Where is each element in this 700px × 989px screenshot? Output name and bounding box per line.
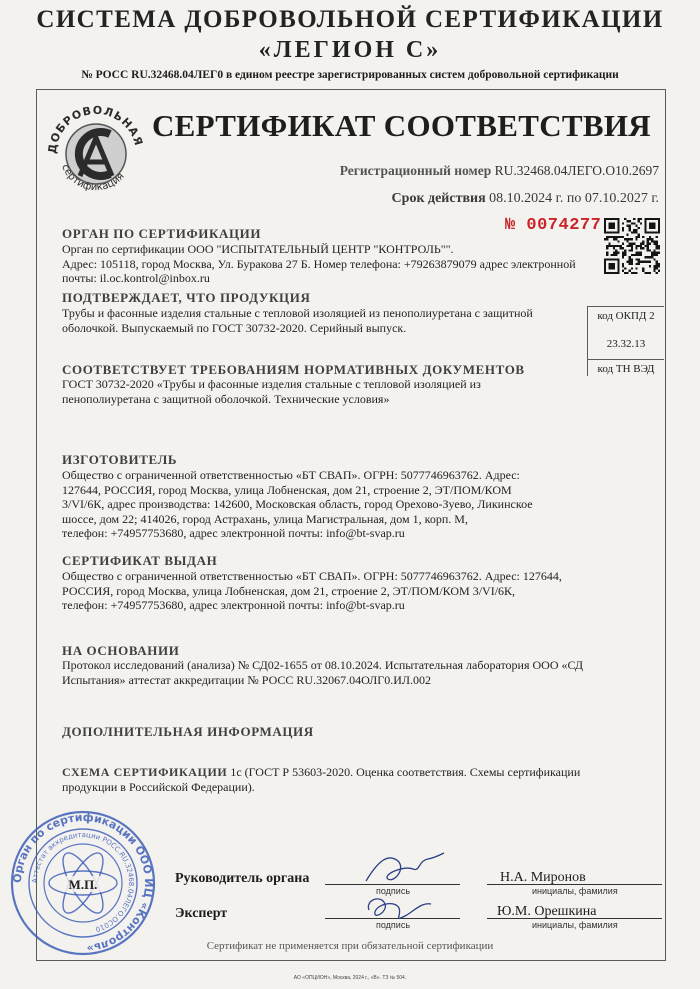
tnved-label: код ТН ВЭД (597, 363, 655, 375)
expert-signature-icon (355, 890, 445, 928)
codes-box (587, 306, 664, 376)
manufacturer-line: 127644, РОССИЯ, город Москва, улица Лобненская, дом 21, строение 2, ЭТ/ПОМ/КОМ (62, 482, 512, 497)
organ-heading: ОРГАН ПО СЕРТИФИКАЦИИ (62, 226, 262, 241)
manufacturer-line: Общество с ограниченной ответственностью «БТ СВАП». ОГРН: 5077746963762. Адрес: (62, 468, 520, 482)
validity-period (392, 190, 659, 207)
scheme-line1: 1с (ГОСТ Р 53603-2020. Оценка соответствия. Схемы сертификации (227, 765, 581, 779)
printer-imprint: АО «ОПЦИОН», Москва, 2024 г., «В». ТЗ № 504. (293, 975, 407, 981)
scheme-line2: продукции в Российской Федерации). (62, 780, 255, 794)
footer-note: Сертификат не применяется при обязательной сертификации (206, 940, 494, 952)
manufacturer-line: телефон: +74957753680, адрес электронной почты: info@bt-svap.ru (62, 526, 405, 540)
registration-label: Регистрационный номер (339, 163, 492, 178)
norms-heading: СООТВЕТСТВУЕТ ТРЕБОВАНИЯМ НОРМАТИВНЫХ ДОКУМЕНТОВ (62, 362, 525, 377)
expert-name: Ю.М. Орешкина (497, 904, 597, 919)
logo-ring-bottom-text: сертификация (59, 162, 127, 194)
stamp-inner-text: Аттестат аккредитации РОСС.RU.32468.04ЛЕГО.ОС010 (30, 830, 136, 934)
norms-text (62, 377, 582, 406)
okpd-label: код ОКПД 2 (597, 310, 655, 322)
head-name-caption: инициалы, фамилия (532, 886, 618, 896)
expert-label: Эксперт (175, 906, 228, 921)
additional-text (62, 765, 622, 795)
issued-line: РОССИЯ, город Москва, улица Лобненская, дом 21, строение 2, ЭТ/ПОМ/КОМ 3/VI/6К, (62, 583, 516, 598)
manufacturer-line: шоссе, дом 22; 414026, город Астрахань, улица Магистральная, дом 1, корп. М, (62, 511, 468, 526)
system-registry-number: № РОСС RU.32468.04ЛЕГ0 в едином реестре зарегистрированных систем добровольной сертификации (81, 69, 619, 81)
certificate-title: СЕРТИФИКАТ СООТВЕТСТВИЯ (152, 108, 651, 143)
head-signature-caption: подпись (376, 886, 411, 896)
manufacturer-line: 3/VI/6К, адрес производства: 142600, Московская область, город Орехово-Зуево, Ликинское (62, 497, 533, 511)
manufacturer-text (62, 468, 622, 541)
basis-line: Испытания» аттестат аккредитации № РОСС RU.32067.04ОЛГ0.ИЛ.002 (62, 672, 432, 687)
validity-value: 08.10.2024 г. по 07.10.2027 г. (489, 191, 659, 206)
stamp-ring-text: Орган по сертификации ООО ИЦ «Контроль» (10, 810, 156, 955)
norms-line: ГОСТ 30732-2020 «Трубы и фасонные изделия стальные с тепловой изоляцией из (62, 377, 481, 391)
stamp-center-mark: М.П. (68, 877, 98, 892)
certification-stamp (8, 808, 158, 958)
system-name: «ЛЕГИОН С» (258, 37, 442, 63)
validity-label: Срок действия (391, 191, 486, 206)
head-name: Н.А. Миронов (500, 870, 586, 885)
head-label: Руководитель органа (175, 871, 310, 886)
additional-heading: ДОПОЛНИТЕЛЬНАЯ ИНФОРМАЦИЯ (62, 724, 314, 739)
voluntary-certification-logo (40, 96, 152, 208)
scheme-label: СХЕМА СЕРТИФИКАЦИИ (62, 765, 228, 779)
issued-line: телефон: +74957753680, адрес электронной почты: info@bt-svap.ru (62, 598, 405, 612)
issued-text (62, 569, 622, 613)
basis-line: Протокол исследований (анализа) № СД02-1655 от 08.10.2024. Испытательная лаборатория ООО «СД (62, 658, 584, 672)
product-line: оболочкой. Выпускаемый по ГОСТ 30732-2020. Серийный выпуск. (62, 320, 407, 335)
organ-line: Орган по сертификации ООО "ИСПЫТАТЕЛЬНЫЙ ЦЕНТР "КОНТРОЛЬ"". (62, 242, 454, 256)
product-text (62, 306, 582, 335)
basis-text (62, 658, 642, 687)
expert-name-line (487, 918, 662, 919)
norms-line: пенополиуретана с защитной оболочкой. Технические условия» (62, 391, 390, 406)
expert-name-caption: инициалы, фамилия (532, 920, 618, 930)
issued-heading: СЕРТИФИКАТ ВЫДАН (62, 553, 218, 568)
basis-heading: НА ОСНОВАНИИ (62, 643, 180, 658)
manufacturer-heading: ИЗГОТОВИТЕЛЬ (62, 452, 178, 467)
organ-line: почты: il.oc.kontrol@inbox.ru (62, 271, 210, 285)
logo-ring-top-text: ДОБРОВОЛЬНАЯ (45, 103, 146, 155)
product-heading: ПОДТВЕРЖДАЕТ, ЧТО ПРОДУКЦИЯ (62, 290, 311, 305)
product-line: Трубы и фасонные изделия стальные с тепловой изоляцией из пенополиуретана с защитной (62, 306, 533, 320)
qr-code-icon (604, 218, 660, 274)
head-signature-icon (358, 851, 448, 891)
okpd-value: 23.32.13 (606, 338, 646, 350)
registration-number (340, 162, 659, 179)
organ-line: Адрес: 105118, город Москва, Ул. Буракова 27 Б. Номер телефона: +79263879079 адрес электронной (62, 256, 576, 271)
blank-number: № 0074277 (505, 216, 602, 235)
head-name-line (487, 884, 662, 885)
organ-text (62, 242, 592, 286)
registration-value: RU.32468.04ЛЕГО.О10.2697 (494, 163, 659, 178)
system-title: СИСТЕМА ДОБРОВОЛЬНОЙ СЕРТИФИКАЦИИ (36, 6, 664, 33)
expert-signature-caption: подпись (376, 920, 411, 930)
issued-line: Общество с ограниченной ответственностью «БТ СВАП». ОГРН: 5077746963762. Адрес: 127644, (62, 569, 562, 583)
